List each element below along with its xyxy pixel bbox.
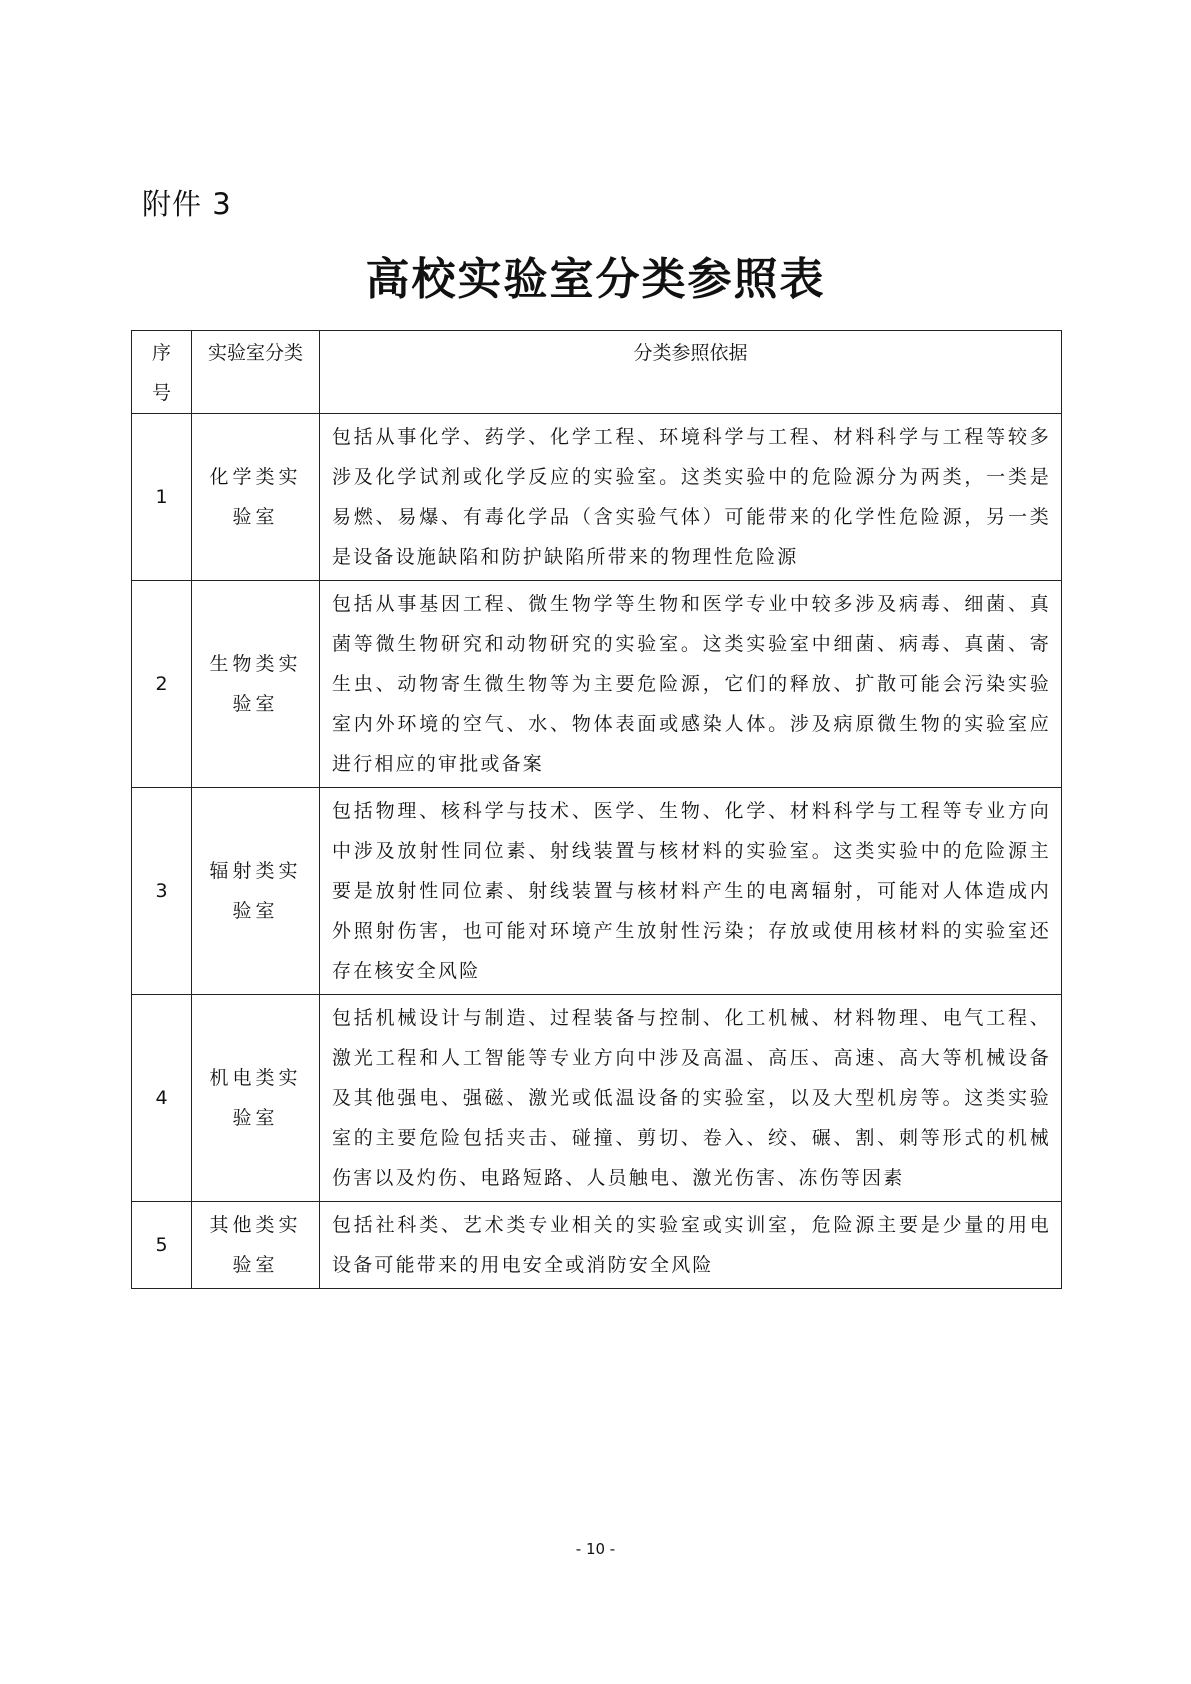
row-serial-number: 5 [132, 1202, 192, 1289]
row-classification-basis: 包括机械设计与制造、过程装备与控制、化工机械、材料物理、电气工程、激光工程和人工智能等专业方向中涉及高温、高压、高速、高大等机械设备及其他强电、强磁、激光或低温设备的实验室，以及大型机房等。这类实验室的主要危险包括夹击、碰撞、剪切、卷入、绞、碾、割、刺等形式的机械伤害以及灼伤、电路短路、人员触电、激光伤害、冻伤等因素 [320, 995, 1062, 1202]
row-classification-basis: 包括社科类、艺术类专业相关的实验室或实训室，危险源主要是少量的用电设备可能带来的用电安全或消防安全风险 [320, 1202, 1062, 1289]
row-classification-basis: 包括从事化学、药学、化学工程、环境科学与工程、材料科学与工程等较多涉及化学试剂或化学反应的实验室。这类实验中的危险源分为两类，一类是易燃、易爆、有毒化学品（含实验气体）可能带来的化学性危险源，另一类是设备设施缺陷和防护缺陷所带来的物理性危险源 [320, 414, 1062, 581]
page-number: - 10 - [575, 1540, 616, 1558]
row-lab-category: 化学类实验室 [192, 414, 320, 581]
row-serial-number: 4 [132, 995, 192, 1202]
row-classification-basis: 包括物理、核科学与技术、医学、生物、化学、材料科学与工程等专业方向中涉及放射性同位素、射线装置与核材料的实验室。这类实验中的危险源主要是放射性同位素、射线装置与核材料产生的电离辐射，可能对人体造成内外照射伤害，也可能对环境产生放射性污染；存放或使用核材料的实验室还存在核安全风险 [320, 788, 1062, 995]
row-serial-number: 1 [132, 414, 192, 581]
header-classification-basis: 分类参照依据 [320, 331, 1062, 414]
table-row [132, 1202, 1062, 1289]
row-classification-basis: 包括从事基因工程、微生物学等生物和医学专业中较多涉及病毒、细菌、真菌等微生物研究和动物研究的实验室。这类实验室中细菌、病毒、真菌、寄生虫、动物寄生微生物等为主要危险源，它们的释放、扩散可能会污染实验室内外环境的空气、水、物体表面或感染人体。涉及病原微生物的实验室应进行相应的审批或备案 [320, 581, 1062, 788]
table-header-row [132, 331, 1062, 414]
row-serial-number: 2 [132, 581, 192, 788]
table-row [132, 414, 1062, 581]
row-serial-number: 3 [132, 788, 192, 995]
table-row [132, 995, 1062, 1202]
header-serial-number: 序号 [132, 331, 192, 414]
row-lab-category: 生物类实验室 [192, 581, 320, 788]
row-lab-category: 机电类实验室 [192, 995, 320, 1202]
row-lab-category: 辐射类实验室 [192, 788, 320, 995]
header-lab-category: 实验室分类 [192, 331, 320, 414]
row-lab-category: 其他类实验室 [192, 1202, 320, 1289]
attachment-label: 附件 3 [142, 187, 232, 221]
page-title: 高校实验室分类参照表 [365, 254, 826, 305]
lab-classification-table [131, 330, 1062, 1289]
table-row [132, 788, 1062, 995]
table-row [132, 581, 1062, 788]
